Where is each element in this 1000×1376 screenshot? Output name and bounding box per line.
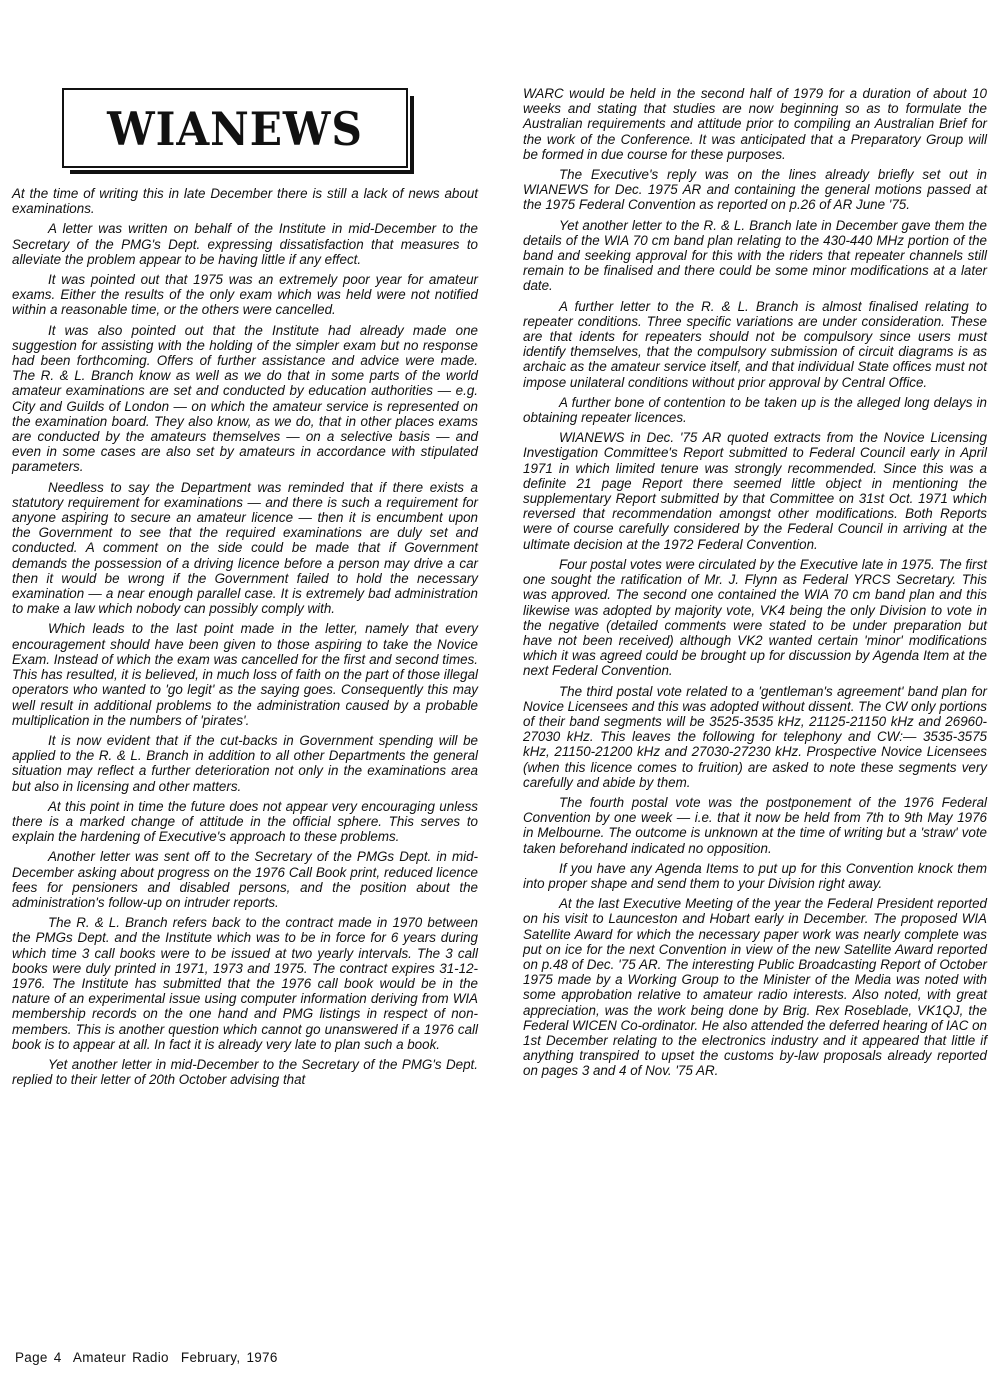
paragraph: The R. & L. Branch refers back to the contract made in 1970 between the PMGs Dept. and the Institute which was to be in force for 6 years during which time 3 call books were to be issued at two yearly intervals. The 3 call books were duly printed in 1971, 1973 and 1975. The contract expires 31-12-1976. The Institute has submitted that the 1976 call book would be in the nature of an experimental issue using computer information deriving from WIA membership records on the one hand and PMG listings in respect of non-members. This is another question which cannot go unanswered if a 1976 call book is to appear at all. In fact it is already very late to plan such a book.: [12, 915, 478, 1052]
paragraph: Yet another letter in mid-December to the Secretary of the PMG's Dept. replied to their letter of 20th October advising that: [12, 1056, 478, 1088]
paragraph: WARC would be held in the second half of 1979 for a duration of about 10 weeks and stating that studies are now beginning so as to formulate the Australian requirements and attitude prior to compiling an Australian Brief for the work of the Conference. It was anticipated that a Preparatory Group will be formed in due course for these purposes.: [523, 86, 987, 162]
paragraph: A letter was written on behalf of the Institute in mid-December to the Secretary of the PMG's Dept. expressing dissatisfaction that measures to alleviate the problem appear to be having little if any effect.: [12, 221, 478, 267]
paragraph: It is now evident that if the cut-backs in Government spending will be applied to the R. & L. Branch in addition to all other Departments the general situation may reflect a further deterioration not only in the examinations area but also in licensing and other matters.: [12, 732, 478, 794]
paragraph: At this point in time the future does not appear very encouraging unless there is a marked change of attitude in the official sphere. This serves to explain the hardening of Executive's approach to these problems.: [12, 798, 478, 845]
paragraph: Which leads to the last point made in the letter, namely that every encouragement should have been given to those aspiring to take the Novice Exam. Instead of which the exam was cancelled for the first and second times. This has resulted, it is believed, in much loss of faith on the part of those illegal operators who wanted to 'go legit' as the saying goes. Consequently this may well result in additional problems to the administration caused by a probable multiplication in the numbers of 'pirates'.: [12, 621, 478, 728]
paragraph: It was pointed out that 1975 was an extremely poor year for amateur exams. Either the results of the only exam which was held were not notified within a reasonable time, or the others were cancelled.: [12, 272, 478, 318]
paragraph: Needless to say the Department was reminded that if there exists a statutory requirement for examinations — and there is such a requirement for anyone aspiring to secure an amateur licence — then it is encumbent upon the Government to see that the required examinations are duly set and conducted. A comment on the side could be made that if Government demands the possession of a driving licence before a person may drive a car then it would be wrong if the Government failed to hold the necessary examination — a near enough parallel case. It is extremely bad administration to make a law which nobody can possibly comply with.: [12, 479, 478, 617]
paragraph: The Executive's reply was on the lines already briefly set out in WIANEWS for Dec. 1975 AR and containing the general motions passed at the 1975 Federal Convention as reported on p.26 of AR June '75.: [523, 167, 987, 213]
paragraph: The fourth postal vote was the postponement of the 1976 Federal Convention by one week — i.e. that it now be held from 7th to 9th May 1976 in Melbourne. The outcome is unknown at the time of writing but a 'straw' vote taken beforehand indicated no opposition.: [523, 794, 987, 856]
paragraph: At the last Executive Meeting of the year the Federal President reported on his visit to Launceston and Hobart early in December. The proposed WIA Satellite Award for which the necessary paper work was nearly complete was put on ice for the next Convention in view of the new Satellite Award reported on p.48 of Dec. '75 AR. The interesting Public Broadcasting Report of October 1975 made by a Working Group to the Minister of the Media was noted with some approbation relative to amateur radio interests. Also noted, with great appreciation, was the work being done by Brig. Rex Roseblade, VK1QJ, the Federal WICEN Co-ordinator. He also attended the deferred hearing of IAC on 1st December relating to the electronics industry and it appeared that little if anything transpired to upset the customs by-law proposals already reported on pages 3 and 4 of Nov. '75 AR.: [523, 896, 987, 1079]
paragraph: A further letter to the R. & L. Branch is almost finalised relating to repeater conditions. Three specific variations are under consideration. These are that idents for repeaters should not be compulsory since users must identify themselves, that the compulsory submission of circuit diagrams is as archaic as the amateur service itself, and that individual State offices must not impose unilateral conditions without prior approval by Central Office.: [523, 298, 987, 390]
paragraph: If you have any Agenda Items to put up for this Convention knock them into proper shape and send them to your Division right away.: [523, 860, 987, 891]
masthead-box: [62, 88, 408, 168]
paragraph: Four postal votes were circulated by the Executive late in 1975. The first one sought the ratification of Mr. J. Flynn as Federal YRCS Secretary. This was approved. The second one contained the WIA 70 cm band plan and this likewise was adopted by majority vote, VK4 being the only Division to vote in the negative (detailed comments were stated to be under preparation but have not been received) although VK2 wanted certain 'minor' modifications which it was agreed could be brought up for discussion by Agenda Item at the next Federal Convention.: [523, 556, 987, 679]
paragraph: Another letter was sent off to the Secretary of the PMGs Dept. in mid-December asking about progress on the 1976 Call Book print, reduced licence fees for pensioners and disabled persons, and the position about the administration's follow-up on intruder reports.: [12, 849, 478, 910]
masthead-title: WIANEWS: [107, 102, 363, 156]
page-footer: [15, 1350, 284, 1365]
paragraph: It was also pointed out that the Institute had already made one suggestion for assisting with the holding of the simpler exam but no response had been forthcoming. Offers of further assistance and advice were made. The R. & L. Branch know as well as we do that in some parts of the world amateur examinations are set and conducted by education authorities — e.g. City and Guilds of London — on which the amateur service is represented on the examination board. They also know, as we do, that in other places exams are conducted by the amateurs themselves — on a selective basis — and even in some cases are also set by amateurs in accordance with stipulated parameters.: [12, 322, 478, 475]
left-column: [12, 186, 478, 1092]
publication-name: Amateur Radio: [72, 1350, 169, 1365]
paragraph: The third postal vote related to a 'gentleman's agreement' band plan for Novice Licensees and this was adopted without dissent. The CW only portions of their band segments will be 3525-3535 kHz, 21125-21150 kHz and 26960-27030 kHz. This leaves the following for telephony and CW:— 3535-3575 kHz, 21150-21200 kHz and 27030-27230 kHz. Prospective Novice Licensees (when this licence comes to fruition) are asked to note these segments very carefully and abide by them.: [523, 683, 987, 790]
paragraph: At the time of writing this in late December there is still a lack of news about examinations.: [12, 186, 478, 217]
paragraph: Yet another letter to the R. & L. Branch late in December gave them the details of the WIA 70 cm band plan relating to the 430-440 MHz portion of the band and seeking approval for this with the riders that repeater channels still remain to be finalised and there could be some minor modifications at a later date.: [523, 217, 987, 294]
paragraph: A further bone of contention to be taken up is the alleged long delays in obtaining repeater licences.: [523, 394, 987, 426]
page-number: Page 4: [15, 1350, 62, 1365]
right-column: [523, 86, 987, 1084]
issue-date: February, 1976: [180, 1350, 278, 1365]
paragraph: WIANEWS in Dec. '75 AR quoted extracts from the Novice Licensing Investigation Committee's Report submitted to Federal Council early in April 1971 in which limited tenure was strongly recommended. Since this was a definite 21 page Report there seemed little object in mentioning the supplementary Report submitted by that Committee on 31st Oct. 1971 which reversed that recommendation amongst other modifications. Both Reports were of course carefully considered by the Federal Council in arriving at the ultimate decision at the 1972 Federal Convention.: [523, 430, 987, 552]
